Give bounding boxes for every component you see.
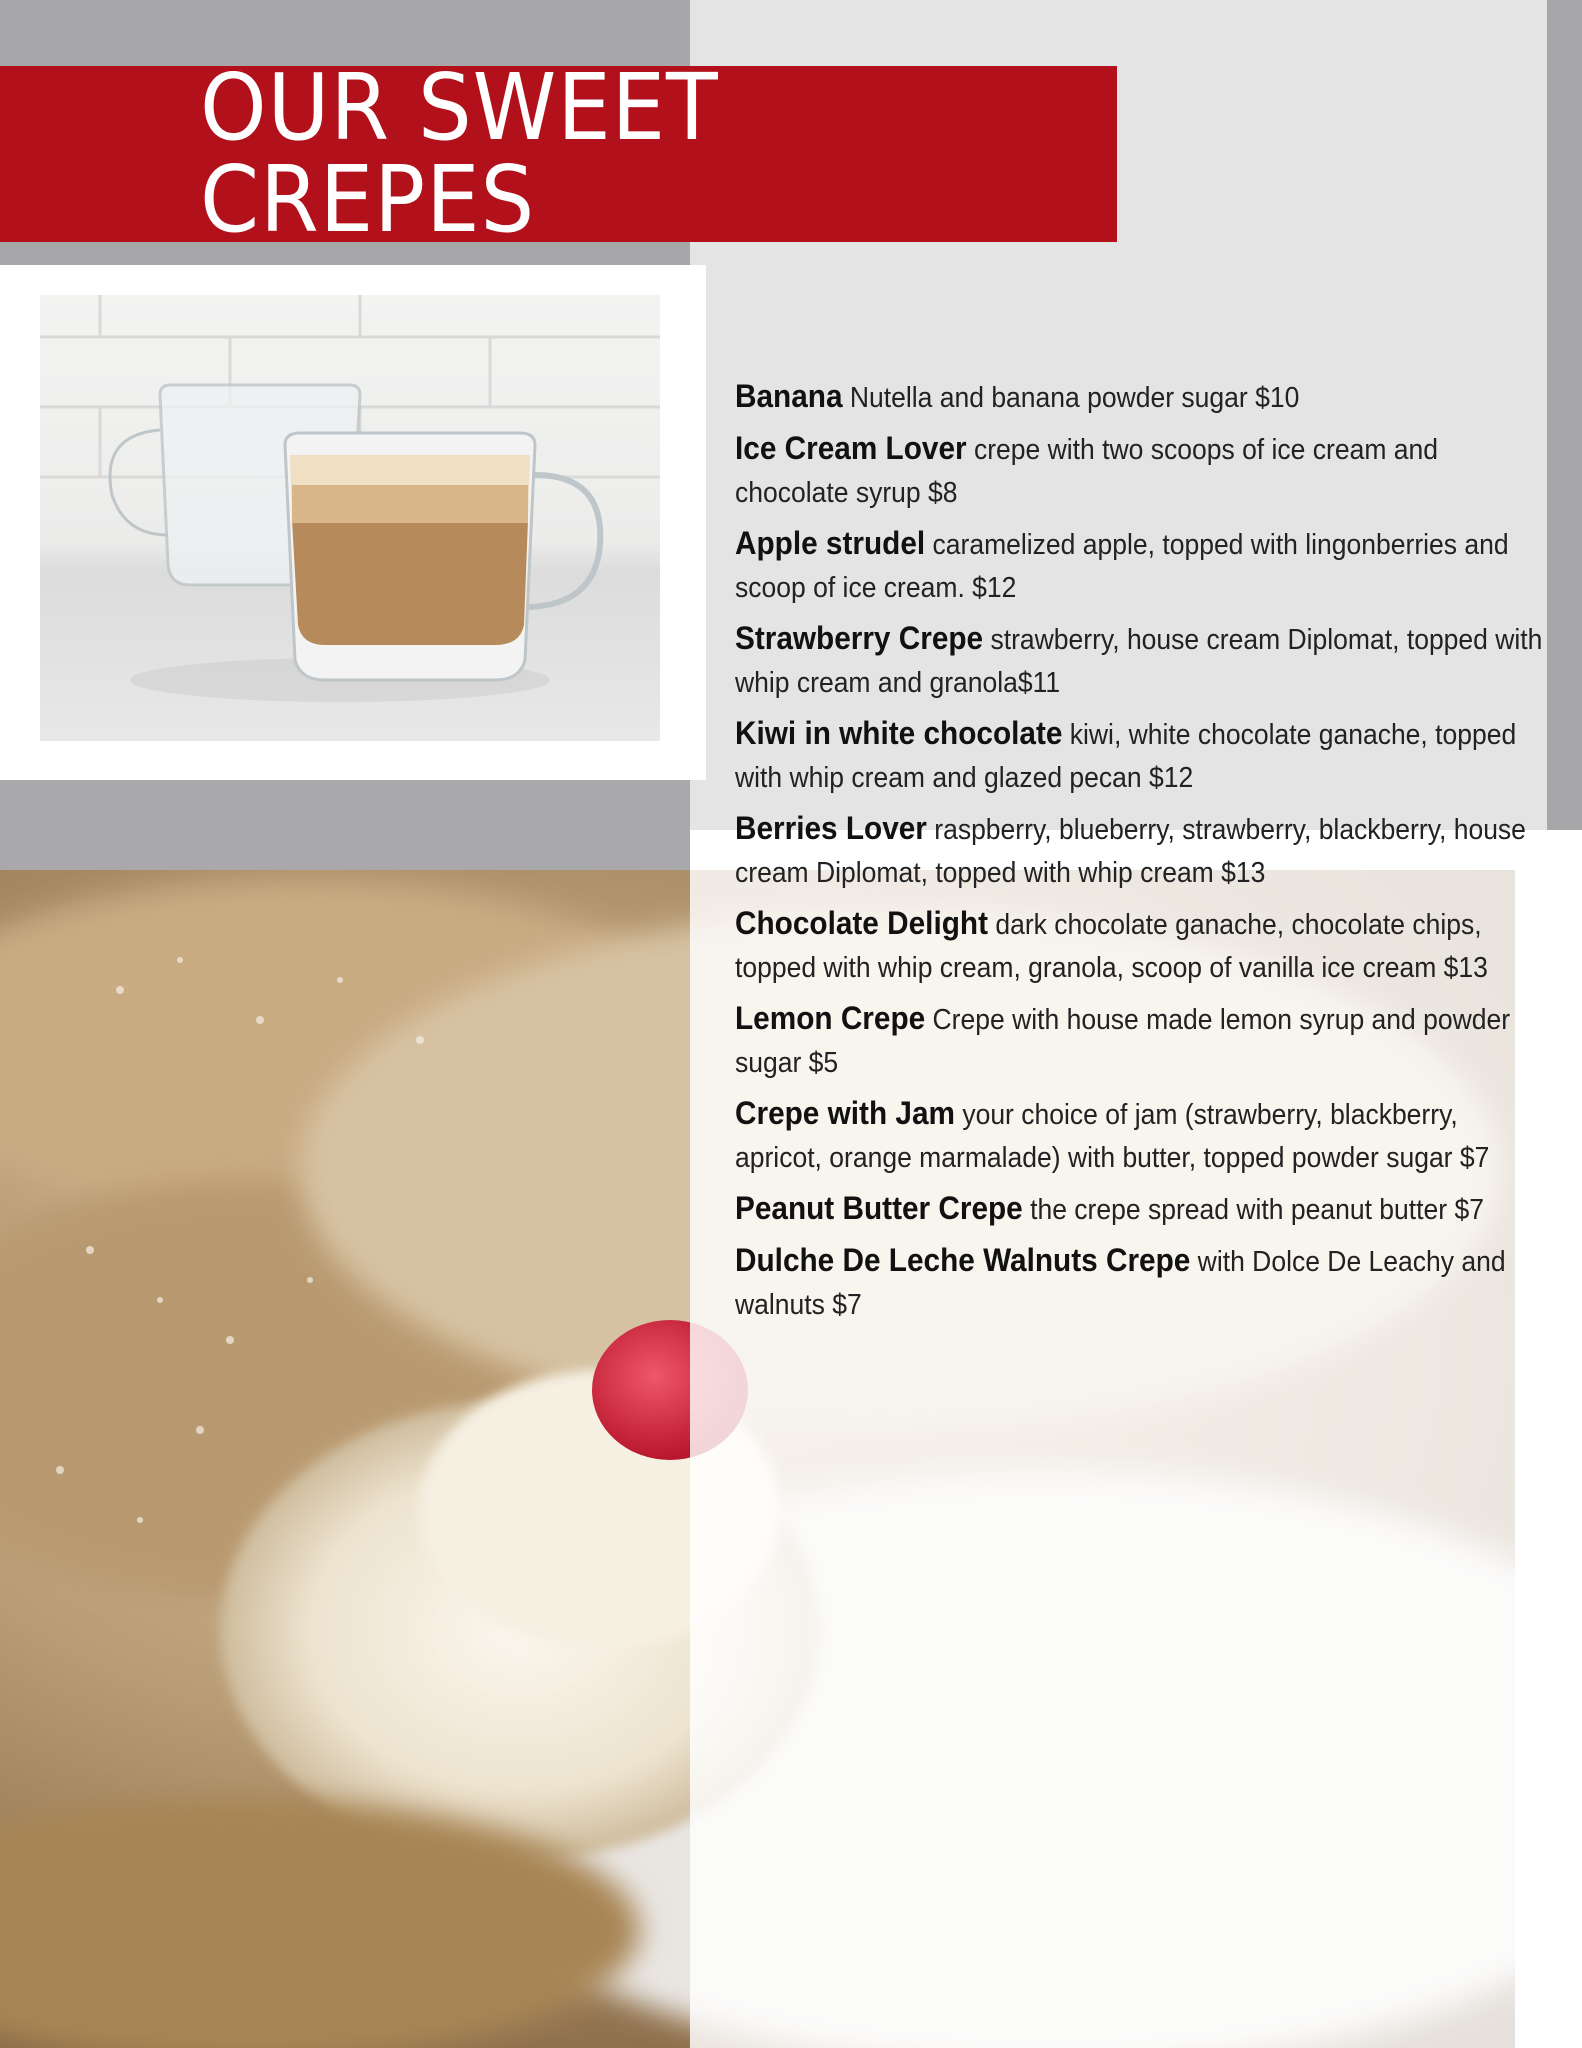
right-gray-strip [1547,0,1582,830]
menu-item [735,997,1544,1085]
menu-item-name: Banana [735,378,843,414]
menu-item-name: Ice Cream Lover [735,430,967,466]
menu-item-name: Dulche De Leche Walnuts Crepe [735,1242,1191,1278]
menu-item-description: caramelized apple, topped with lingonberries and scoop of ice cream. $12 [735,529,1509,604]
menu-item-name: Apple strudel [735,525,926,561]
menu-item-name: Peanut Butter Crepe [735,1190,1023,1226]
menu-item-description: your choice of jam (strawberry, blackberry, apricot, orange marmalade) with butter, topped powder sugar $7 [735,1099,1490,1174]
menu-item [735,375,1544,420]
menu-item [735,522,1544,610]
menu-item-name: Chocolate Delight [735,905,988,941]
menu-item-name: Lemon Crepe [735,1000,926,1036]
menu-item-name: Berries Lover [735,810,927,846]
left-gray-band [0,780,690,870]
menu-item [735,807,1544,895]
menu-item [735,427,1544,515]
menu-item-name: Crepe with Jam [735,1095,955,1131]
menu-item [735,902,1544,990]
menu-item-name: Strawberry Crepe [735,620,984,656]
page-title: OUR SWEET CREPES [200,54,719,253]
menu-item [735,1187,1544,1232]
menu-item [735,1092,1544,1180]
crepe-menu-list [735,375,1545,1334]
menu-item-description: crepe with two scoops of ice cream and chocolate syrup $8 [735,434,1439,509]
menu-item [735,1239,1544,1327]
menu-item-description: with Dolce De Leachy and walnuts $7 [735,1246,1506,1321]
menu-item-description: dark chocolate ganache, chocolate chips, topped with whip cream, granola, scoop of vanilla ice cream $13 [735,909,1488,984]
menu-item [735,712,1544,800]
menu-item-description: kiwi, white chocolate ganache, topped with whip cream and glazed pecan $12 [735,719,1517,794]
menu-item-description: the crepe spread with peanut butter $7 [1022,1194,1484,1226]
coffee-cups-photo [40,295,660,741]
menu-item-description: Crepe with house made lemon syrup and powder sugar $5 [735,1004,1511,1079]
menu-item-description: raspberry, blueberry, strawberry, blackberry, house cream Diplomat, topped with whip cream $13 [735,814,1526,889]
menu-item-name: Kiwi in white chocolate [735,715,1063,751]
title-banner [0,54,1117,253]
menu-item-description: Nutella and banana powder sugar $10 [842,382,1300,414]
menu-item-description: strawberry, house cream Diplomat, topped with whip cream and granola$11 [735,624,1543,699]
coffee-cups-illustration [40,295,660,741]
menu-item [735,617,1544,705]
